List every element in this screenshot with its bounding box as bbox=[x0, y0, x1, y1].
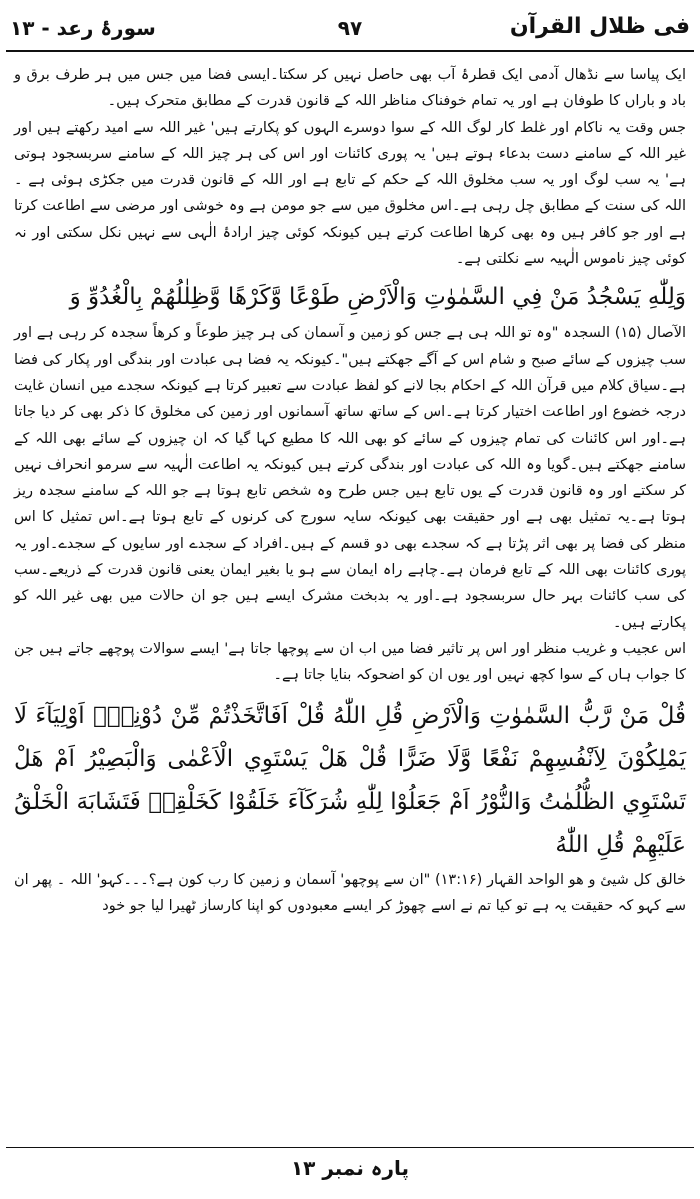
paragraph-5: خالق کل شیئ و ھو الواحد القہار (۱۳:۱۶) "ان سے پوچھو' آسمان و زمین کا رب کون ہے؟۔۔۔کہو' اللہ ۔ پھر ان سے کہو کہ حقیقت یہ ہے تو کیا تم نے اسے چھوڑ کر ایسے معبودوں کو اپنا کارساز ٹھیرا لیا جو خود bbox=[14, 871, 686, 914]
book-title: فی ظلال القرآن bbox=[509, 14, 690, 39]
footer-divider bbox=[6, 1147, 694, 1148]
paragraph-3: الآصال (۱۵) السجدہ "وہ تو اللہ ہی ہے جس کو زمین و آسمان کی ہر چیز طوعاً و کرھاً سجدہ کر رہی ہے اور سب چیزوں کے سائے صبح و شام اس کے آگے جھکتے ہیں"۔کیونکہ یہ فضا ہی عبادت اور بندگی اور پکار کی فضا ہے۔سیاق کلام میں قرآن اللہ کے احکام بجا لانے کو لفظ عبادت سے تعبیر کرتا ہے کیونکہ سجدے میں انسان غایت درجہ خضوع اور اطاعت اختیار کرتا ہے۔اس کے ساتھ ساتھ آسمانوں اور زمین کی مخلوق کا ذکر بھی کر دیا جاتا ہے۔اور اس کائنات کی تمام چیزوں کے سائے کو بھی اللہ کا مطیع کہا گیا کہ ان چیزوں کے سائے بھی اللہ کے سامنے جھکتے ہیں۔گویا وہ اللہ کی عبادت اور بندگی کرتے ہیں کیونکہ یہ اطاعت الٰہیہ سے سرمو انحراف نہیں کر سکتے اور وہ قانون قدرت کے یوں تابع ہیں جس طرح وہ شخص تابع ہوتا ہے جو اللہ کے سامنے سجدہ ریز ہوتا ہے۔یہ تمثیل بھی ہے اور حقیقت بھی کیونکہ سایہ سورج کی کرنوں کے تابع ہوتا ہے۔اس تمثیل کا اس منظر کی فضا پر بھی اثر پڑتا ہے کہ سجدے بھی دو قسم کے ہیں۔افراد کے سجدے اور سایوں کے سجدے۔اور یہ پوری کائنات بھی اللہ کے تابع فرمان ہے۔چاہے راہ ایمان سے ہو یا بغیر ایمان یعنی قانون قدرت کے ذریعے۔سب کی سب کائنات بہر حال سربسجود ہے۔اور یہ بدبخت مشرک ایسے ہیں جو ان حالات میں بھی غیر اللہ کو پکارتے ہیں۔ bbox=[14, 325, 686, 631]
page-body bbox=[14, 62, 686, 1142]
paragraph-2: جس وقت یہ ناکام اور غلط کار لوگ اللہ کے سوا دوسرے الہوں کو پکارتے ہیں' غیر اللہ سے امید رکھتے ہیں اور غیر اللہ کے سامنے دست بدعاء ہوتے ہیں' یہ پوری کائنات اور اس کی ہر چیز اللہ کے سامنے سربسجود ہوتی ہے' یہ سب لوگ اور یہ سب مخلوق اللہ کے حکم کے تابع ہے اور اللہ کے قانون قدرت میں جکڑی ہوئی ہے ۔ اللہ کی سنت کے مطابق چل رہی ہے۔اس مخلوق میں سے جو مومن ہے وہ خوشی اور مرضی سے اطاعت کرتا ہے اور جو کافر ہیں وہ بھی کرھا اطاعت کرتے ہیں کیونکہ کوئی چیز ارادۂ الٰہی سے نہیں نکل سکتی اور نہ کوئی چیز ناموس الٰہیہ سے نکلتی ہے۔ bbox=[14, 119, 686, 268]
surah-info: سورۂ رعد - ۱۳ bbox=[10, 16, 156, 40]
page-number: ۹۷ bbox=[337, 16, 363, 40]
page-header bbox=[6, 8, 694, 48]
header-divider bbox=[6, 50, 694, 52]
para-number-label: پارہ نمبر ۱۳ bbox=[290, 1156, 410, 1180]
quran-verse-2: قُلْ مَنْ رَّبُّ السَّمٰوٰتِ وَالْاَرْضِ قُلِ اللّٰهُ قُلْ اَفَاتَّخَذْتُمْ مِّنْ دُوْنِهٖٓ اَوْلِيَآءَ لَا يَمْلِكُوْنَ لِاَنْفُسِهِمْ نَفْعًا وَّلَا ضَرًّا قُلْ هَلْ يَسْتَوِي الْاَعْمٰى وَالْبَصِيْرُ اَمْ هَلْ تَسْتَوِي الظُّلُمٰتُ وَالنُّوْرُ اَمْ جَعَلُوْا لِلّٰهِ شُرَكَآءَ خَلَقُوْا كَخَلْقِهٖ فَتَشَابَهَ الْخَلْقُ عَلَيْهِمْ قُلِ اللّٰهُ bbox=[14, 702, 686, 858]
paragraph-4: اس عجیب و غریب منظر اور اس پر تاثیر فضا میں اب ان سے پوچھا جاتا ہے' ایسے سوالات پوچھے جاتے ہیں جن کا جواب ہاں کے سوا کچھ نہیں اور یوں ان کو اضحوکہ بنایا جاتا ہے۔ bbox=[14, 640, 686, 684]
paragraph-1: ایک پیاسا سے نڈھال آدمی ایک قطرۂ آب بھی حاصل نہیں کر سکتا۔ایسی فضا میں جس میں ہر طرف برق و باد و باراں کا طوفان ہے اور یہ تمام خوفناک مناظر اللہ کے قانون قدرت کے مطابق متحرک ہیں۔ bbox=[14, 67, 686, 110]
quran-verse-1: وَلِلّٰهِ يَسْجُدُ مَنْ فِي السَّمٰوٰتِ وَالْاَرْضِ طَوْعًا وَّكَرْهًا وَّظِلٰلُهُمْ بِالْغُدُوِّ وَ bbox=[69, 284, 686, 311]
